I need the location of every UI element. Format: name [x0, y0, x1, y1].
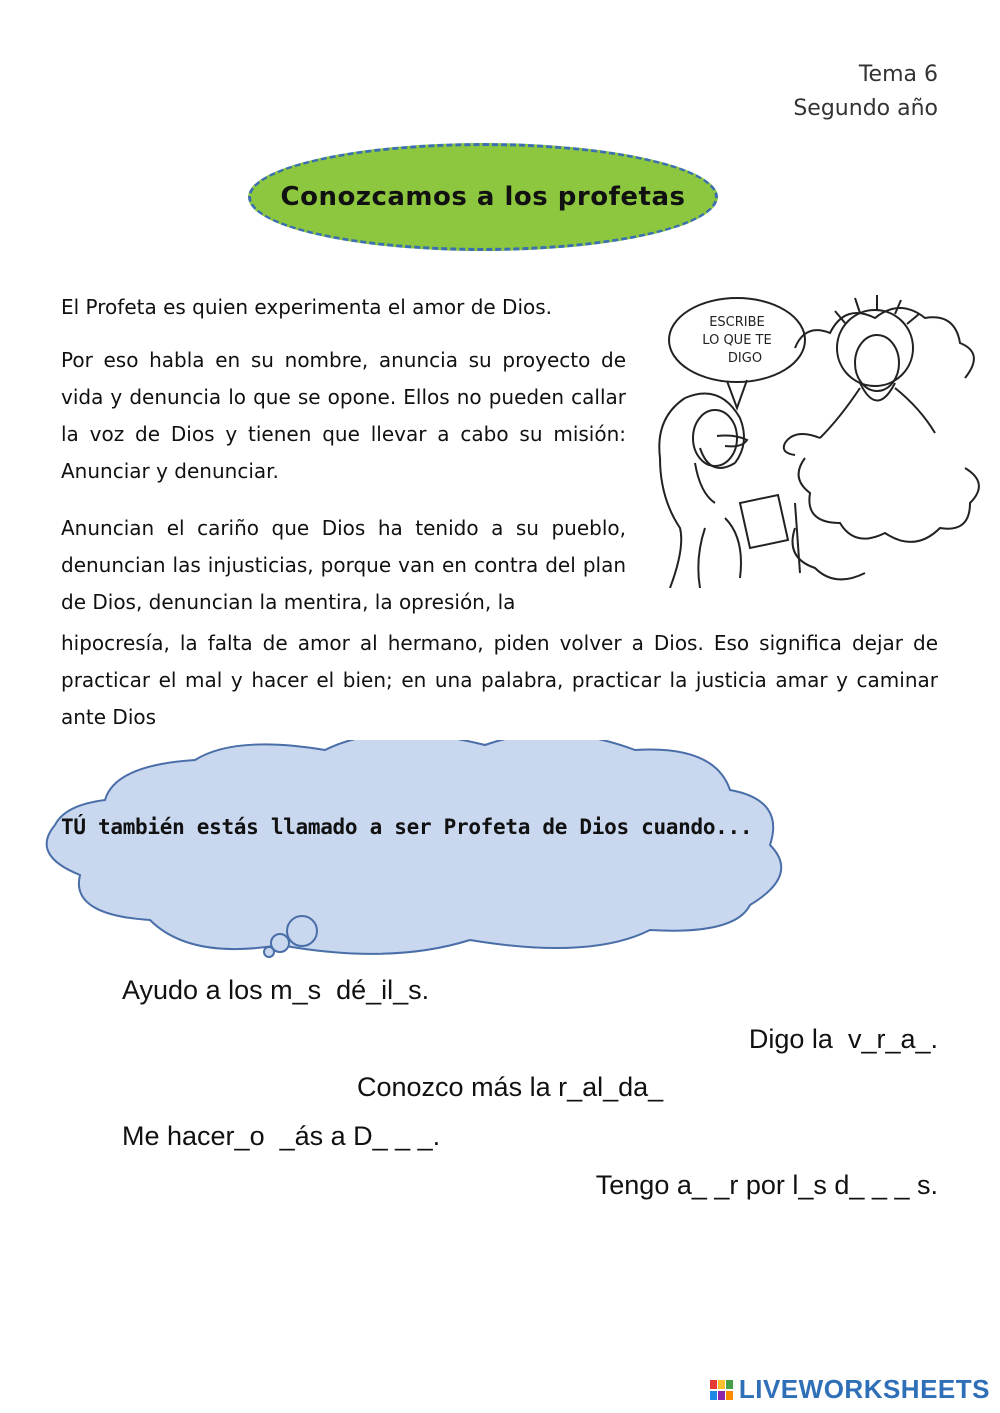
intro-paragraph: El Profeta es quien experimenta el amor de Dios. — [61, 295, 553, 319]
exercise-sentence: Ayudo a los m_s dé_il_s. — [122, 975, 430, 1005]
announce-paragraph: Anuncian el cariño que Dios ha tenido a su pueblo, denuncian las injusticias, porque van en contra del plan de Dios, denuncian la mentira, la opresión, la — [61, 516, 626, 614]
liveworksheets-watermark — [709, 1374, 990, 1405]
mission-paragraph: Por eso habla en su nombre, anuncia su proyecto de vida y denuncia lo que se opone. Ellos no pueden callar la voz de Dios y tienen que llevar a cabo su misión: Anunciar y denunciar. — [61, 348, 626, 483]
speech-bubble-line-3: DIGO — [727, 351, 763, 366]
announce-paragraph-continued: hipocresía, la falta de amor al hermano, piden volver a Dios. Eso significa dejar de practicar el mal y hacer el bien; en una palabra, practicar la justicia amar y caminar ante Dios — [61, 631, 938, 729]
title-banner — [248, 143, 718, 251]
callout-text: TÚ también estás llamado a ser Profeta de Dios cuando... — [61, 815, 753, 839]
exercise-sentence: Tengo a_ _r por l_s d_ _ _ s. — [595, 1170, 938, 1200]
thought-cloud — [25, 740, 865, 970]
exercise-sentence: Digo la v_r_a_. — [748, 1024, 938, 1054]
liveworksheets-logo-icon — [709, 1379, 735, 1401]
page-title: Conozcamos a los profetas — [280, 182, 686, 212]
school-year: Segundo año — [793, 96, 938, 121]
speech-bubble-line-1: ESCRIBE — [709, 315, 765, 330]
prophet-cartoon-illustration — [645, 288, 980, 588]
speech-bubble-line-2: LO QUE TE — [702, 333, 772, 348]
watermark-text: LIVEWORKSHEETS — [738, 1374, 990, 1404]
topic-number: Tema 6 — [858, 62, 938, 87]
exercise-sentence: Me hacer_o _ás a D_ _ _. — [122, 1121, 441, 1151]
exercise-sentence: Conozco más la r_al_da_ — [357, 1072, 664, 1102]
